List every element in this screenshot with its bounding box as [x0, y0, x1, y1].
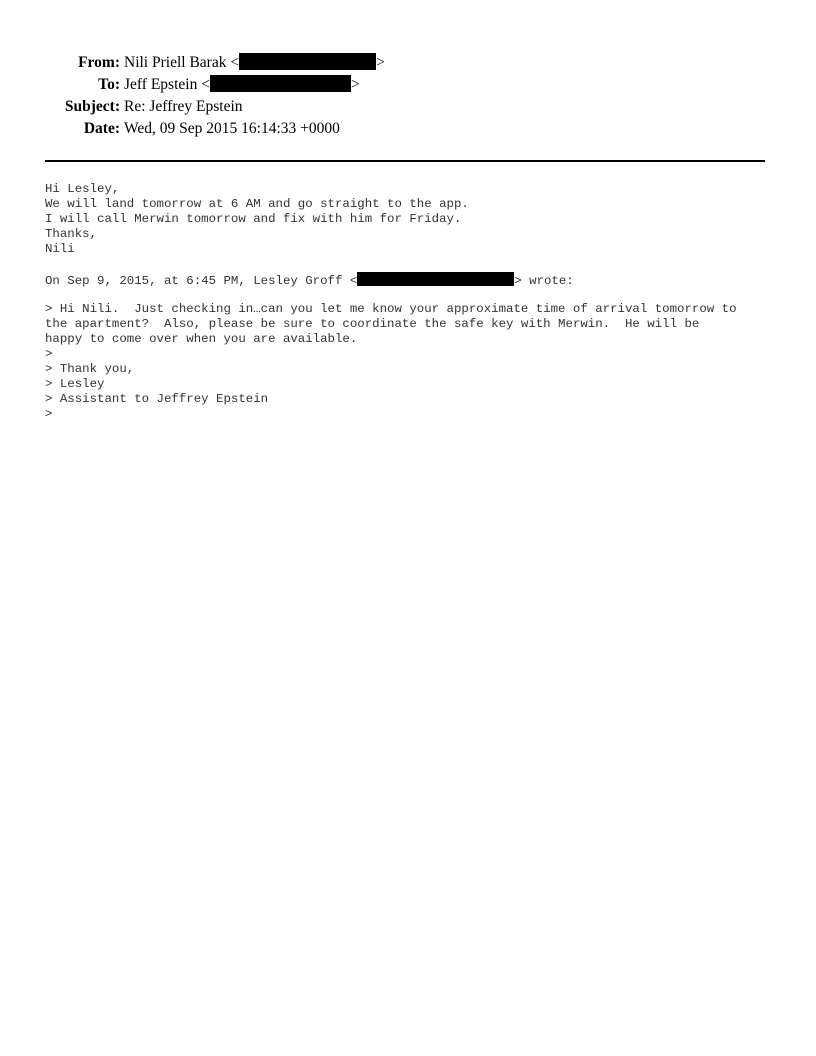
email-header: [0, 52, 816, 140]
subject-row: [0, 96, 816, 118]
attribution-prefix: On Sep 9, 2015, at 6:45 PM, Lesley Groff <: [45, 274, 358, 288]
blank-line: [45, 287, 785, 302]
to-value: [124, 74, 360, 96]
from-close: >: [376, 54, 385, 71]
quoted-line: >: [45, 347, 53, 361]
reply-line: Thanks,: [45, 227, 98, 241]
attribution-line: [45, 272, 785, 287]
attribution-suffix: > wrote:: [514, 274, 574, 288]
to-row: [0, 74, 816, 96]
quoted-line: > Hi Nili. Just checking in…can you let me know your approximate time of arrival tomorrow to: [45, 302, 737, 316]
from-name: Nili Priell Barak <: [124, 54, 240, 71]
quoted-line: > Lesley: [45, 377, 105, 391]
reply-line: I will call Merwin tomorrow and fix with him for Friday.: [45, 212, 462, 226]
from-value: [124, 52, 385, 74]
date-value: Wed, 09 Sep 2015 16:14:33 +0000: [124, 120, 340, 137]
date-row: [0, 118, 816, 140]
quoted-line: the apartment? Also, please be sure to coordinate the safe key with Merwin. He will be: [45, 317, 700, 331]
date-label: Date:: [83, 120, 120, 137]
to-label: To:: [98, 76, 120, 93]
quoted-line: > Thank you,: [45, 362, 135, 376]
from-row: [0, 52, 816, 74]
to-close: >: [350, 76, 360, 93]
redacted-from-email: [239, 53, 376, 70]
subject-label: Subject:: [64, 98, 120, 115]
redacted-to-email: [210, 75, 351, 92]
quoted-line: > Assistant to Jeffrey Epstein: [45, 392, 269, 406]
quoted-line: happy to come over when you are available.: [45, 332, 358, 346]
header-divider: [45, 160, 765, 162]
from-label: From:: [78, 54, 120, 71]
quoted-line: >: [45, 407, 53, 421]
email-body: [45, 182, 785, 422]
redacted-attribution-email: [357, 272, 514, 286]
reply-line: We will land tomorrow at 6 AM and go straight to the app.: [45, 197, 469, 211]
reply-line: Hi Lesley,: [45, 182, 120, 196]
to-name: Jeff Epstein <: [124, 76, 210, 93]
subject-value: Re: Jeffrey Epstein: [124, 98, 243, 115]
reply-line: Nili: [45, 242, 75, 256]
blank-line: [45, 257, 785, 272]
